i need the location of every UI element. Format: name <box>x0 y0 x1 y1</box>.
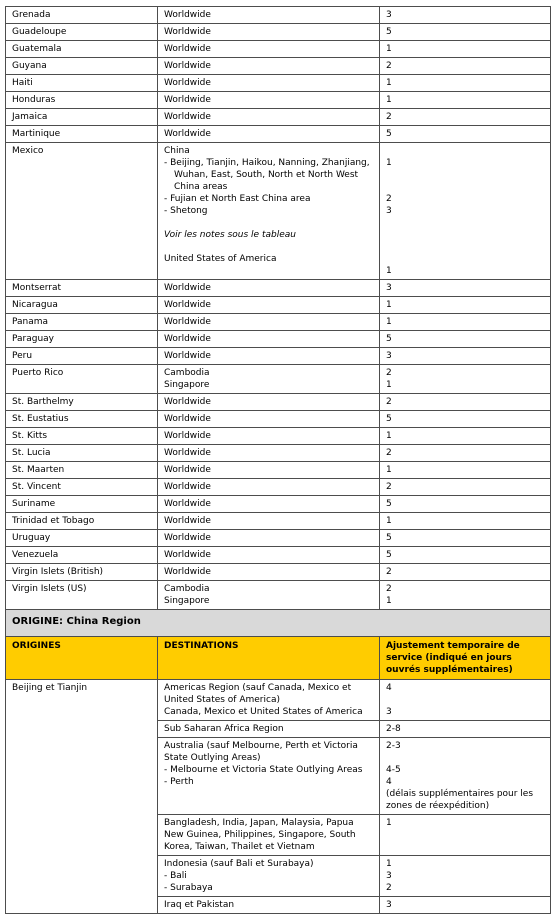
destination-text: Americas Region (sauf Canada, Mexico et United States of America) <box>164 683 352 705</box>
days-cell <box>380 365 551 394</box>
note-text: Voir les notes sous le tableau <box>164 230 296 240</box>
destination-cell: Iraq et Pakistan <box>158 897 380 914</box>
destination-cell <box>158 680 380 721</box>
table-row <box>6 75 551 92</box>
destination-item: - Bali <box>164 871 187 881</box>
days-value: 2 <box>386 194 392 204</box>
table-row <box>6 7 551 24</box>
days-cell: 1 <box>380 92 551 109</box>
destination-cell: Worldwide <box>158 75 380 92</box>
days-cell: 5 <box>380 331 551 348</box>
table-row <box>6 280 551 297</box>
table-row <box>6 92 551 109</box>
days-cell <box>380 581 551 610</box>
destination-cell: Worldwide <box>158 331 380 348</box>
days-cell: 2 <box>380 394 551 411</box>
table-row <box>6 348 551 365</box>
days-cell <box>380 680 551 721</box>
days-cell: 2 <box>380 445 551 462</box>
table-row <box>6 58 551 75</box>
origin-cell: Venezuela <box>6 547 158 564</box>
days-cell: 1 <box>380 314 551 331</box>
table-row <box>6 564 551 581</box>
days-value: 2 <box>386 584 392 594</box>
table-row <box>6 530 551 547</box>
days-value: 1 <box>386 158 392 168</box>
destination-cell: Worldwide <box>158 348 380 365</box>
destination-cell: Bangladesh, India, Japan, Malaysia, Papua New Guinea, Philippines, Singapore, South Korea, Taiwan, Thailet et Vietnam <box>158 815 380 856</box>
table-row <box>6 445 551 462</box>
destination-cell: Worldwide <box>158 513 380 530</box>
origin-cell: Mexico <box>6 143 158 280</box>
table-row <box>6 109 551 126</box>
origin-cell: St. Kitts <box>6 428 158 445</box>
days-cell: 1 <box>380 513 551 530</box>
origin-cell: Jamaica <box>6 109 158 126</box>
destination-text: China <box>164 146 190 156</box>
days-cell: 2-8 <box>380 721 551 738</box>
destination-cell: Worldwide <box>158 462 380 479</box>
column-header-destinations: DESTINATIONS <box>158 637 380 680</box>
days-value: 4 <box>386 683 392 693</box>
days-cell: 1 <box>380 428 551 445</box>
table-row <box>6 331 551 348</box>
days-cell <box>380 738 551 815</box>
origin-cell: Grenada <box>6 7 158 24</box>
days-cell: 1 <box>380 462 551 479</box>
days-cell: 5 <box>380 530 551 547</box>
origin-cell: Guadeloupe <box>6 24 158 41</box>
destination-cell: Worldwide <box>158 496 380 513</box>
origin-cell: Suriname <box>6 496 158 513</box>
destination-item: - Melbourne et Victoria State Outlying Areas <box>164 765 363 775</box>
table-row <box>6 126 551 143</box>
destination-cell: Worldwide <box>158 547 380 564</box>
days-cell: 1 <box>380 75 551 92</box>
table-row <box>6 547 551 564</box>
origin-cell: Martinique <box>6 126 158 143</box>
destination-cell <box>158 581 380 610</box>
table-row <box>6 365 551 394</box>
days-cell: 3 <box>380 7 551 24</box>
section-title: ORIGINE: China Region <box>6 610 551 637</box>
origin-cell: Virgin Islets (US) <box>6 581 158 610</box>
origin-cell: Nicaragua <box>6 297 158 314</box>
table-row <box>6 479 551 496</box>
destination-cell: Worldwide <box>158 314 380 331</box>
days-value: 1 <box>386 380 392 390</box>
table-row <box>6 411 551 428</box>
destination-cell: Worldwide <box>158 92 380 109</box>
destination-cell <box>158 365 380 394</box>
days-value: 3 <box>386 206 392 216</box>
origin-cell: St. Maarten <box>6 462 158 479</box>
destination-item: - Perth <box>164 777 194 787</box>
origin-cell: Beijing et Tianjin <box>6 680 158 914</box>
destination-cell: Worldwide <box>158 564 380 581</box>
destination-cell: Worldwide <box>158 126 380 143</box>
origin-cell: Trinidad et Tobago <box>6 513 158 530</box>
destination-cell: Worldwide <box>158 445 380 462</box>
days-cell: 3 <box>380 348 551 365</box>
table-row <box>6 41 551 58</box>
destination-text: Canada, Mexico et United States of America <box>164 707 363 717</box>
days-cell <box>380 856 551 897</box>
origin-cell: Panama <box>6 314 158 331</box>
destination-text: Singapore <box>164 380 210 390</box>
destination-item: - Shetong <box>164 206 208 216</box>
destination-cell: Worldwide <box>158 297 380 314</box>
days-value: 4-5 <box>386 765 401 775</box>
origin-cell: St. Vincent <box>6 479 158 496</box>
table-row <box>6 143 551 280</box>
destination-cell <box>158 738 380 815</box>
days-note: (délais supplémentaires pour les zones de réexpédition) <box>386 789 534 811</box>
days-value: 1 <box>386 859 392 869</box>
days-value: 2 <box>386 883 392 893</box>
days-value: 3 <box>386 871 392 881</box>
days-cell: 5 <box>380 24 551 41</box>
destination-text: Indonesia (sauf Bali et Surabaya) <box>164 859 314 869</box>
origin-cell: St. Lucia <box>6 445 158 462</box>
destination-cell: Worldwide <box>158 411 380 428</box>
destination-cell: Worldwide <box>158 24 380 41</box>
destination-item: - Fujian et North East China area <box>164 194 311 204</box>
destination-text: Singapore <box>164 596 210 606</box>
days-cell: 2 <box>380 479 551 496</box>
days-cell: 2 <box>380 58 551 75</box>
destination-cell: Worldwide <box>158 479 380 496</box>
service-table <box>5 6 551 914</box>
origin-cell: Haiti <box>6 75 158 92</box>
column-header-origins: ORIGINES <box>6 637 158 680</box>
origin-cell: Paraguay <box>6 331 158 348</box>
days-cell: 3 <box>380 897 551 914</box>
days-value: 2-3 <box>386 741 401 751</box>
origin-cell: Peru <box>6 348 158 365</box>
table-row <box>6 297 551 314</box>
destination-cell <box>158 143 380 280</box>
section-header-row <box>6 610 551 637</box>
destination-cell <box>158 856 380 897</box>
destination-cell: Worldwide <box>158 428 380 445</box>
days-cell: 2 <box>380 564 551 581</box>
days-value: 1 <box>386 596 392 606</box>
destination-text: Cambodia <box>164 368 210 378</box>
destination-text: United States of America <box>164 254 277 264</box>
days-cell: 5 <box>380 496 551 513</box>
days-value: 1 <box>386 266 392 276</box>
origin-cell: St. Barthelmy <box>6 394 158 411</box>
destination-cell: Worldwide <box>158 109 380 126</box>
destination-cell: Sub Saharan Africa Region <box>158 721 380 738</box>
destination-cell: Worldwide <box>158 41 380 58</box>
destination-cell: Worldwide <box>158 530 380 547</box>
origin-cell: St. Eustatius <box>6 411 158 428</box>
origin-cell: Montserrat <box>6 280 158 297</box>
days-value: 2 <box>386 368 392 378</box>
origin-cell: Virgin Islets (British) <box>6 564 158 581</box>
table-row <box>6 428 551 445</box>
days-cell: 3 <box>380 280 551 297</box>
destination-text: Australia (sauf Melbourne, Perth et Victoria State Outlying Areas) <box>164 741 358 763</box>
destination-cell: Worldwide <box>158 58 380 75</box>
table-row <box>6 462 551 479</box>
days-cell: 5 <box>380 411 551 428</box>
days-value: 4 <box>386 777 392 787</box>
destination-cell: Worldwide <box>158 7 380 24</box>
table-row <box>6 513 551 530</box>
days-cell: 5 <box>380 547 551 564</box>
destination-item: - Beijing, Tianjin, Haikou, Nanning, Zhanjiang, Wuhan, East, South, North et North West China areas <box>164 158 370 192</box>
origin-cell: Guyana <box>6 58 158 75</box>
table-row <box>6 394 551 411</box>
table-row <box>6 581 551 610</box>
days-cell: 1 <box>380 297 551 314</box>
table-row <box>6 496 551 513</box>
column-header-adjustment: Ajustement temporaire de service (indiqué en jours ouvrés supplémentaires) <box>380 637 551 680</box>
origin-cell: Uruguay <box>6 530 158 547</box>
origin-cell: Puerto Rico <box>6 365 158 394</box>
destination-text: Cambodia <box>164 584 210 594</box>
days-cell <box>380 143 551 280</box>
table-row <box>6 24 551 41</box>
days-cell: 1 <box>380 41 551 58</box>
destination-cell: Worldwide <box>158 280 380 297</box>
destination-item: - Surabaya <box>164 883 213 893</box>
days-cell: 1 <box>380 815 551 856</box>
table-row <box>6 680 551 721</box>
table-row <box>6 314 551 331</box>
destination-cell: Worldwide <box>158 394 380 411</box>
column-header-row <box>6 637 551 680</box>
days-value: 3 <box>386 707 392 717</box>
days-cell: 2 <box>380 109 551 126</box>
origin-cell: Guatemala <box>6 41 158 58</box>
origin-cell: Honduras <box>6 92 158 109</box>
days-cell: 5 <box>380 126 551 143</box>
